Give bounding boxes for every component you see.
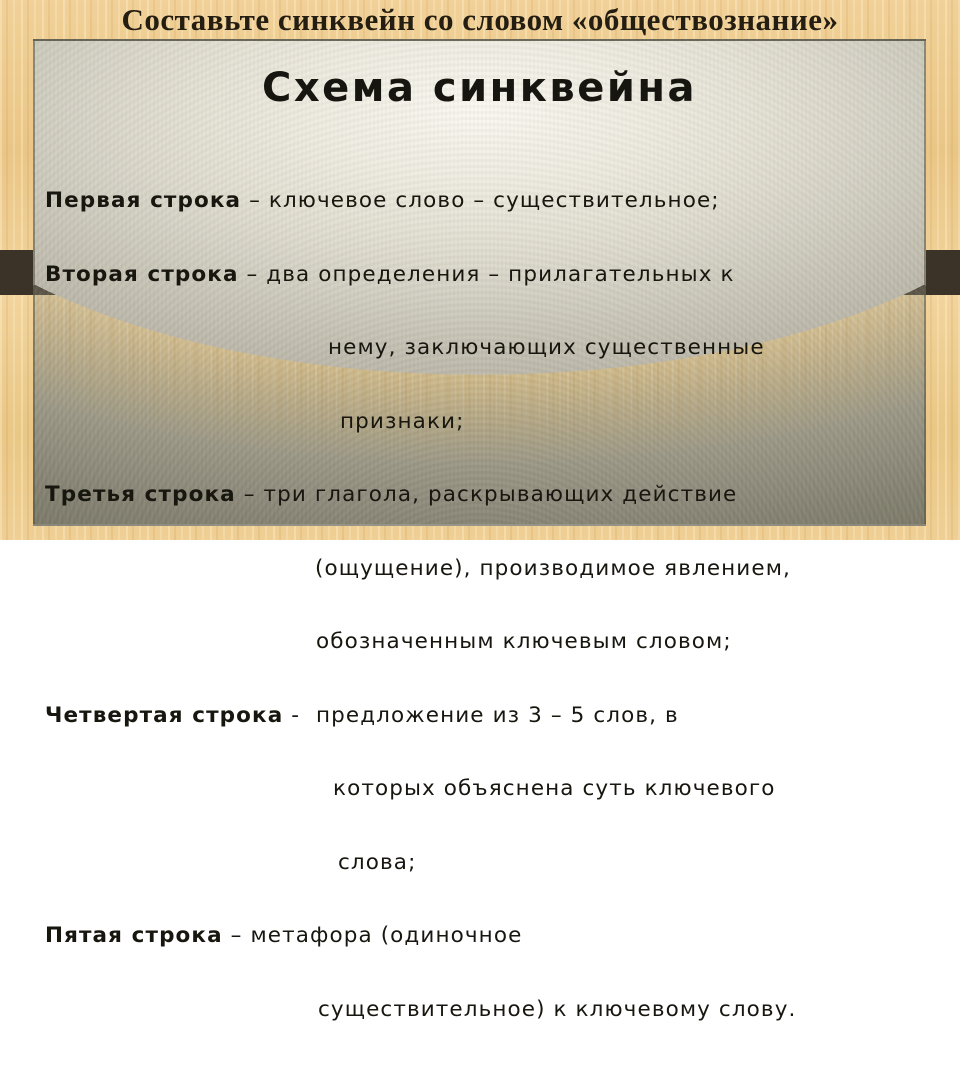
line-text: признаки;: [340, 408, 465, 434]
line-text: нему, заключающих существенные: [328, 335, 765, 360]
line-label: Четвертая строка: [45, 702, 284, 728]
line-text: существительное) к ключевому слову.: [318, 996, 797, 1022]
line-text: обозначенным ключевым словом;: [316, 629, 732, 654]
scheme-line: [45, 630, 924, 655]
line-label: Вторая строка: [45, 261, 239, 287]
scheme-heading: Схема синквейна: [261, 65, 698, 111]
scheme-line: [45, 557, 924, 582]
scheme-line: [45, 263, 924, 288]
scheme-line: [45, 483, 924, 508]
line-label: Пятая строка: [45, 923, 223, 948]
line-label: Первая строка: [45, 188, 242, 213]
line-text: – три глагола, раскрывающих действие: [235, 482, 738, 507]
line-text: – два определения – прилагательных к: [238, 261, 735, 287]
line-text: – ключевое слово – существительное;: [241, 188, 720, 213]
scheme-line: [45, 998, 924, 1023]
slide-title: Составьте синквейн со словом «обществознание»: [121, 2, 839, 37]
scheme-line: [45, 336, 924, 361]
line-text: слова;: [338, 849, 417, 875]
line-text: (ощущение), производимое явлением,: [315, 555, 791, 581]
scheme-line: [45, 924, 924, 949]
scheme-panel: [33, 39, 926, 1022]
scheme-body: [45, 140, 924, 1071]
scheme-line: [45, 189, 924, 214]
line-text: которых объяснена суть ключевого: [333, 776, 776, 801]
scheme-line: [45, 410, 924, 435]
line-label: Третья строка: [45, 482, 236, 507]
line-text: - предложение из 3 – 5 слов, в: [283, 702, 679, 728]
scheme-line: [45, 704, 924, 729]
scheme-line: [45, 851, 924, 876]
line-text: – метафора (одиночное: [222, 923, 523, 948]
scheme-line: [45, 777, 924, 802]
